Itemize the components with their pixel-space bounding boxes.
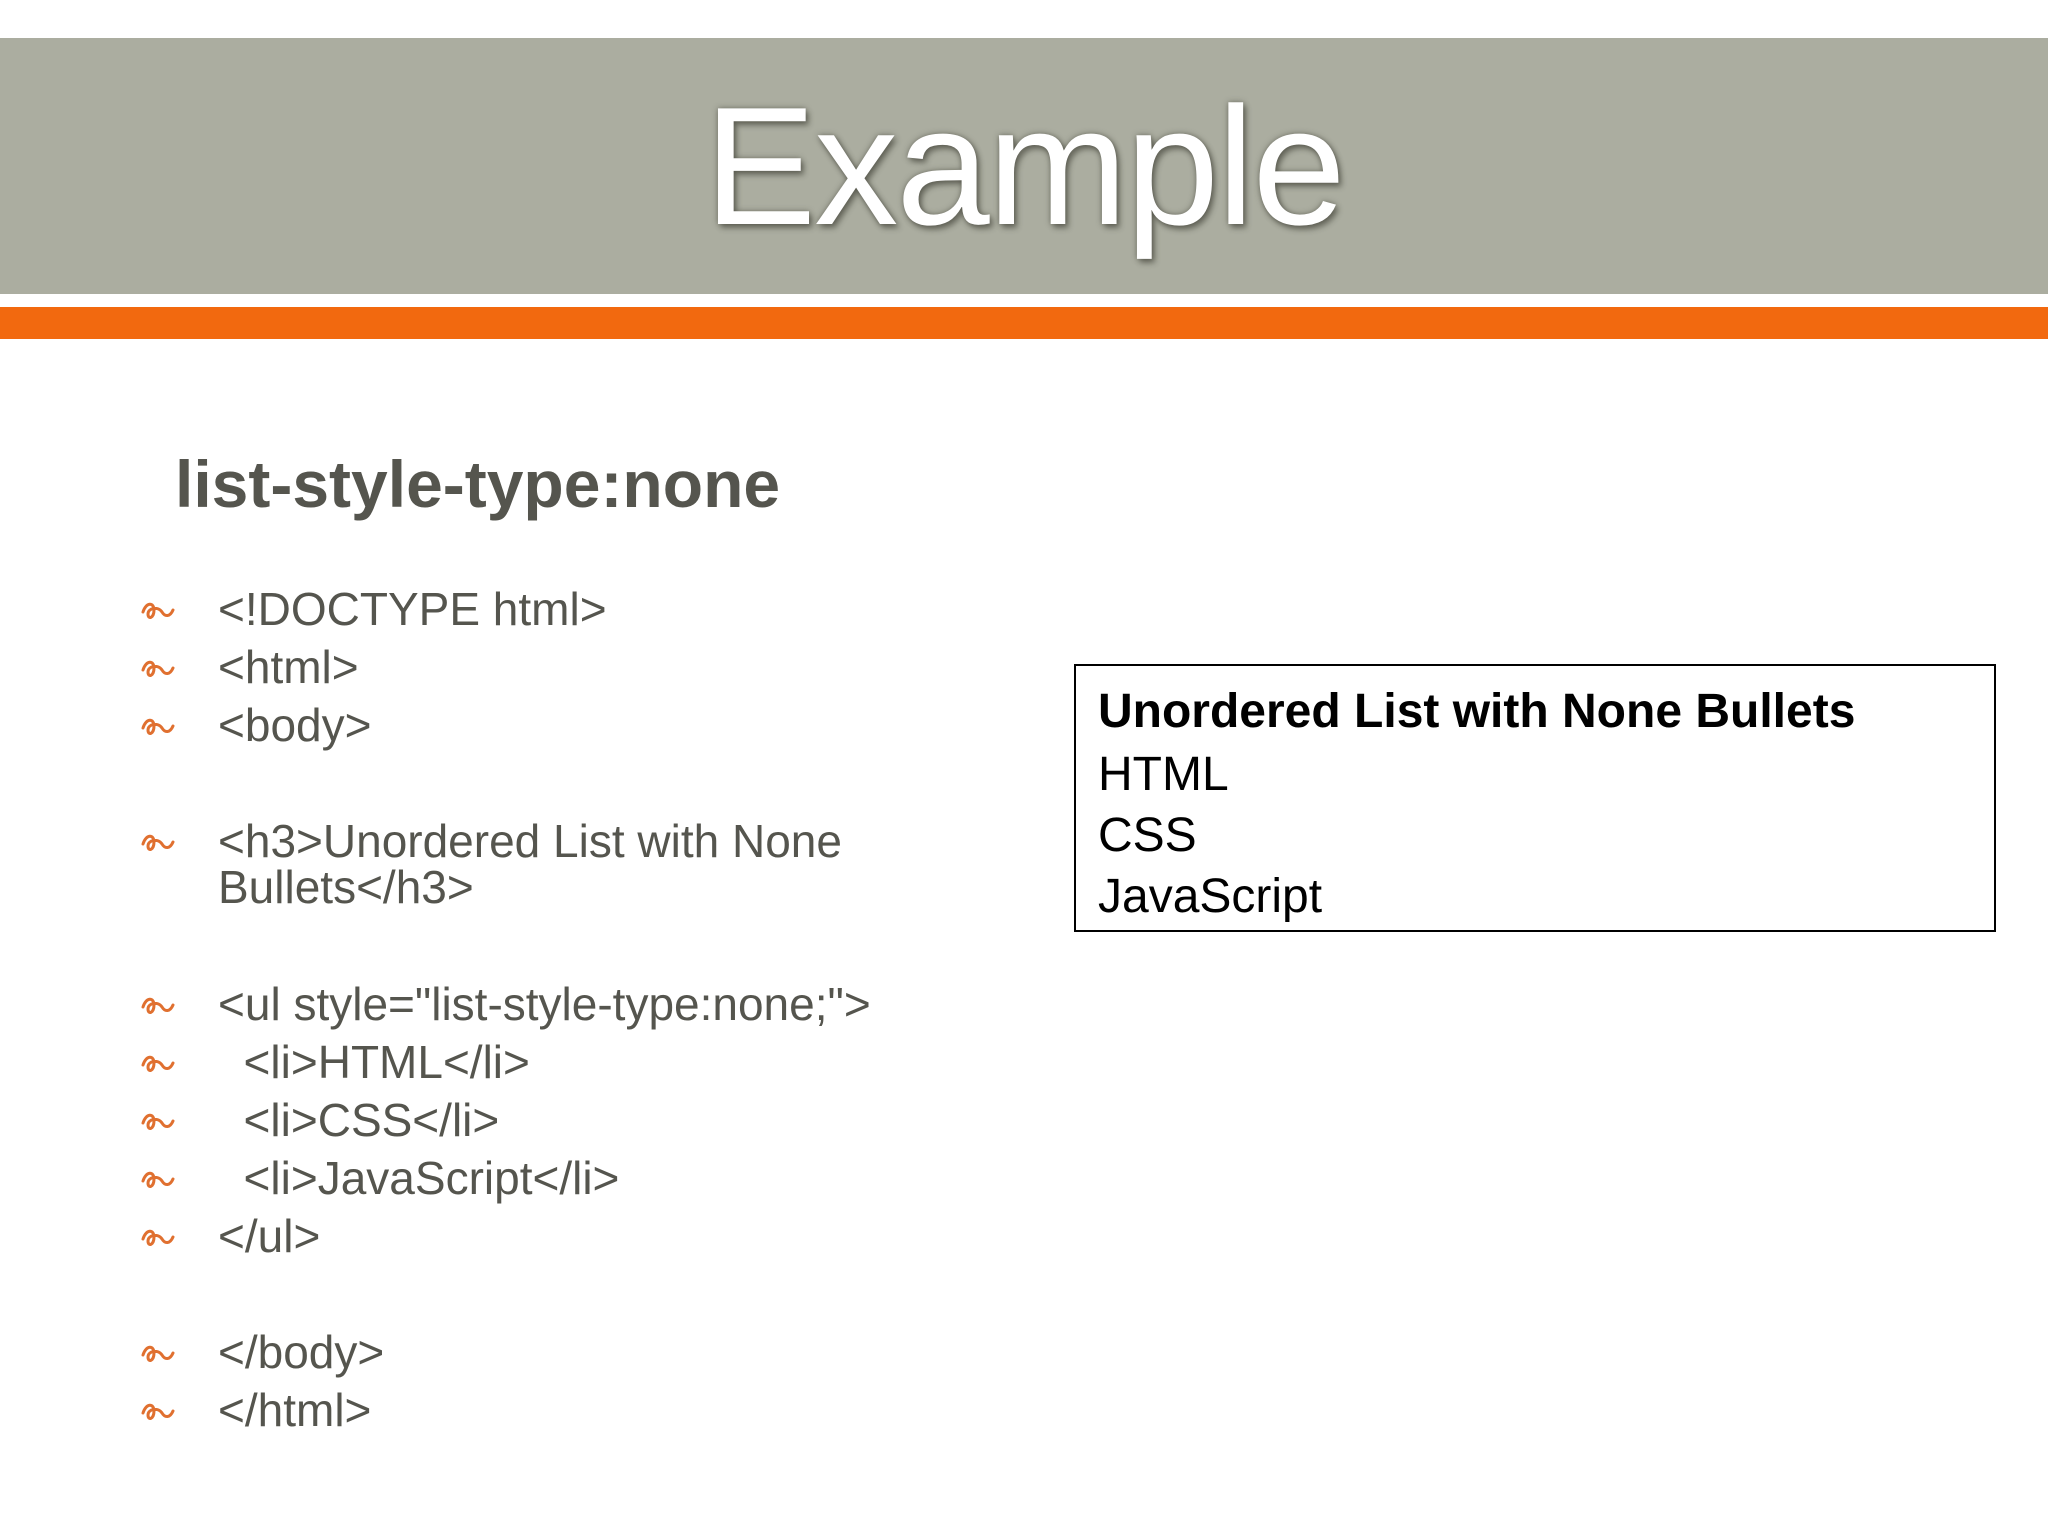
- code-line-text: <li>HTML</li>: [218, 1036, 530, 1088]
- curly-loop-bullet-icon: [140, 656, 176, 682]
- code-line-text: </body>: [218, 1326, 385, 1378]
- curly-loop-bullet-icon: [140, 1109, 176, 1135]
- output-list-item: JavaScript: [1098, 870, 1323, 923]
- code-line-text: <html>: [218, 641, 359, 693]
- code-line-text: <!DOCTYPE html>: [218, 583, 607, 635]
- curly-loop-bullet-icon: [140, 1225, 176, 1251]
- curly-loop-bullet-icon: [140, 1167, 176, 1193]
- code-line-text: <ul style="list-style-type:none;">: [218, 978, 871, 1030]
- curly-loop-bullet-icon: [140, 1341, 176, 1367]
- code-line-text: <body>: [218, 699, 372, 751]
- output-list: [1098, 744, 1322, 927]
- code-line-text: <h3>Unordered List with None Bullets</h3>: [218, 815, 842, 913]
- curly-loop-bullet-icon: [140, 830, 176, 856]
- curly-loop-bullet-icon: [140, 1051, 176, 1077]
- output-list-item: HTML: [1098, 748, 1229, 801]
- curly-loop-bullet-icon: [140, 1399, 176, 1425]
- curly-loop-bullet-icon: [140, 714, 176, 740]
- slide-title: Example: [704, 72, 1344, 260]
- curly-loop-bullet-icon: [140, 598, 176, 624]
- code-line-text: <li>JavaScript</li>: [218, 1152, 620, 1204]
- curly-loop-bullet-icon: [140, 993, 176, 1019]
- code-line-text: </ul>: [218, 1210, 321, 1262]
- subheading: list-style-type:none: [175, 447, 781, 521]
- code-line-text: </html>: [218, 1384, 372, 1436]
- code-line-text: <li>CSS</li>: [218, 1094, 500, 1146]
- output-heading: Unordered List with None Bullets: [1098, 685, 1856, 738]
- output-list-item: CSS: [1098, 809, 1197, 862]
- rendered-output-box: [1074, 664, 1996, 932]
